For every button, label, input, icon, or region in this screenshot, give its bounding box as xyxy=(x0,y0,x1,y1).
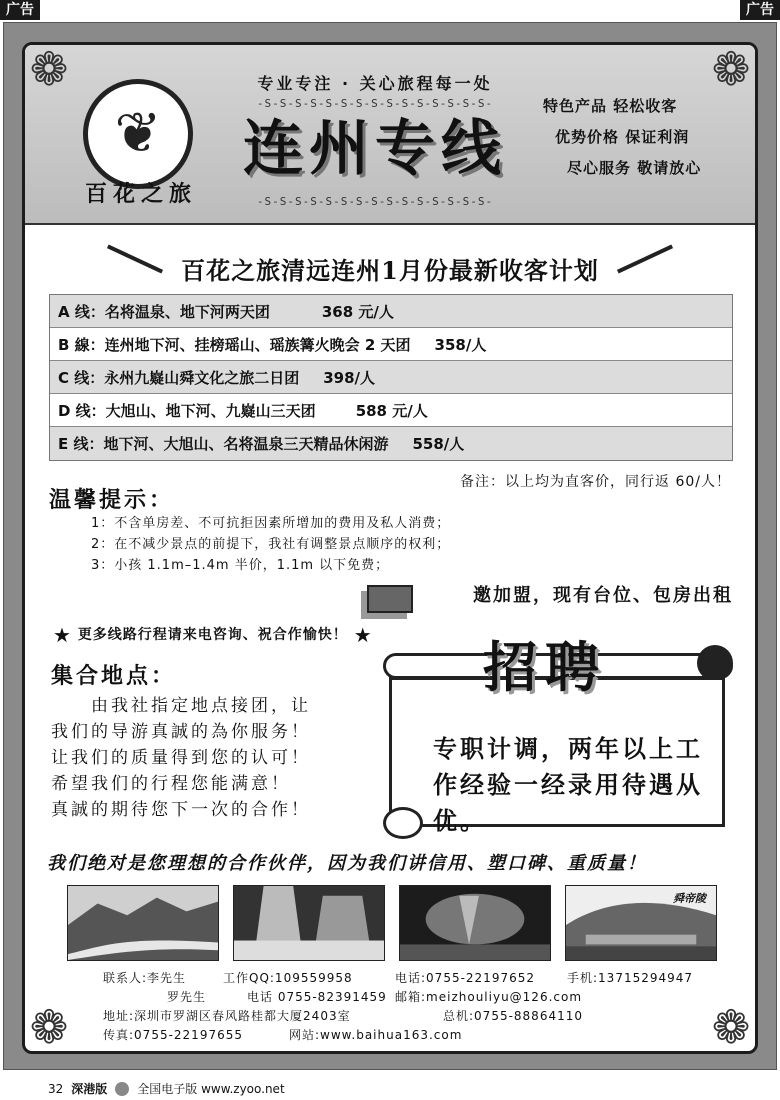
franchise-notice: 邀加盟，现有台位、包房出租 xyxy=(473,585,733,606)
contact-block xyxy=(103,969,743,1045)
contact-row xyxy=(103,1026,743,1045)
recruit-scroll xyxy=(383,625,733,835)
photo-strip xyxy=(67,885,717,961)
contact-switchboard: 总机:0755-88864110 xyxy=(443,1009,583,1023)
more-routes-banner xyxy=(53,623,373,647)
page-number: 32 xyxy=(48,1081,64,1096)
franchise-graphic xyxy=(367,585,413,613)
corner-ornament-icon: ❁ xyxy=(29,42,69,96)
cave-photo xyxy=(399,885,551,961)
wave-divider: -S-S-S-S-S-S-S-S-S-S-S-S-S-S-S- xyxy=(256,97,494,110)
feature-item: 尽心服务 敬请放心 xyxy=(567,159,702,177)
ad-label-left: 广告 xyxy=(0,0,40,20)
tip-item: 1：不含单房差、不可抗拒因素所增加的费用及私人消费； xyxy=(91,516,451,531)
contact-row xyxy=(103,988,743,1007)
ad-label-right: 广告 xyxy=(740,0,780,20)
recruit-title: 招聘 xyxy=(483,635,607,699)
meeting-line: 由我社指定地点接团，让 xyxy=(91,696,311,716)
more-routes-text: 更多线路行程请来电咨询、祝合作愉快！ xyxy=(77,627,348,643)
route-price: 558/人 xyxy=(412,435,465,453)
partner-slogan: 我们绝对是您理想的合作伙伴，因为我们讲信用、塑口碑、重质量！ xyxy=(47,853,647,874)
mausoleum-photo xyxy=(565,885,717,961)
brand-logo xyxy=(83,79,193,189)
route-table xyxy=(49,294,733,461)
feature-item: 优势价格 保证利润 xyxy=(555,128,690,146)
wave-divider: -S-S-S-S-S-S-S-S-S-S-S-S-S-S-S- xyxy=(256,195,494,208)
contact-row xyxy=(103,969,743,988)
contact-phone: 电话 0755-82391459 xyxy=(247,990,387,1004)
meeting-line: 我们的导游真誠的為你服务！ xyxy=(51,722,311,742)
scroll-roll-bottom xyxy=(383,807,423,839)
route-row xyxy=(50,295,732,328)
edition-label: 深港版 xyxy=(71,1082,108,1096)
route-name: B 線：连州地下河、挂榜瑶山、瑶族篝火晚会 2 天团 xyxy=(58,335,411,354)
feature-list xyxy=(543,95,743,188)
meeting-line: 让我们的质量得到您的认可！ xyxy=(51,748,311,768)
contact-website: 网站:www.baihua163.com xyxy=(289,1028,463,1042)
route-price: 398/人 xyxy=(323,368,376,387)
contact-fax: 传真:0755-22197655 xyxy=(103,1028,243,1042)
contact-qq: 工作QQ:109559958 xyxy=(223,971,353,985)
route-name: A 线：名将温泉、地下河两天团 xyxy=(58,302,270,321)
slogan: 专业专注 · 关心旅程每一处 xyxy=(257,74,493,93)
plan-title: 百花之旅清远连州1月份最新收客计划 xyxy=(181,256,599,285)
meeting-line: 希望我们的行程您能满意！ xyxy=(51,774,291,794)
star-icon: ★ xyxy=(53,623,72,647)
contact-person: 罗先生 xyxy=(167,990,207,1004)
meeting-text xyxy=(51,693,371,823)
route-price: 358/人 xyxy=(434,335,487,354)
route-row xyxy=(50,361,732,394)
feature-item: 特色产品 轻松收客 xyxy=(543,97,678,115)
tips-title: 温馨提示： xyxy=(49,488,175,513)
route-name: D 线：大旭山、地下河、九嶷山三天团 xyxy=(58,401,316,420)
scroll-curl-icon xyxy=(697,645,733,681)
tips-list xyxy=(91,513,611,576)
waterfall-photo xyxy=(233,885,385,961)
corner-ornament-icon: ❁ xyxy=(711,1000,751,1054)
river-valley-photo xyxy=(67,885,219,961)
brand-title: 连州专线 xyxy=(243,114,507,184)
photo-caption: 舜帝陵 xyxy=(673,892,706,905)
route-row xyxy=(50,328,732,361)
meeting-title: 集合地点： xyxy=(51,664,177,689)
route-name: C 线：永州九嶷山舜文化之旅二日团 xyxy=(58,368,300,387)
contact-phone: 电话:0755-22197652 xyxy=(395,971,535,985)
tip-item: 3：小孩 1.1m–1.4m 半价，1.1m 以下免费； xyxy=(91,558,390,573)
recruit-body: 专职计调，两年以上工作经验一经录用待遇从优。 xyxy=(433,735,703,835)
contact-person: 联系人:李先生 xyxy=(103,971,187,985)
route-row xyxy=(50,427,732,460)
advert-panel xyxy=(22,42,758,1054)
contact-address: 地址:深圳市罗湖区春风路桂都大厦2403室 xyxy=(103,1009,351,1023)
route-price: 368 元/人 xyxy=(321,302,394,321)
meeting-line: 真誠的期待您下一次的合作！ xyxy=(51,800,311,820)
header-banner xyxy=(25,45,755,225)
page-footer xyxy=(48,1080,285,1097)
route-name: E 线：地下河、大旭山、名将温泉三天精品休闲游 xyxy=(58,435,389,453)
contact-email: 邮箱:meizhouliyu@126.com xyxy=(395,990,583,1004)
contact-row xyxy=(103,1007,743,1026)
leaf-icon: ❦ xyxy=(114,101,162,166)
route-row xyxy=(50,394,732,427)
corner-ornament-icon: ❁ xyxy=(711,42,751,96)
contact-mobile: 手机:13715294947 xyxy=(567,971,694,985)
corner-ornament-icon: ❁ xyxy=(29,1000,69,1054)
star-icon: ★ xyxy=(353,623,373,647)
price-note: 备注：以上均为直客价，同行返 60/人！ xyxy=(460,474,731,490)
tip-item: 2：在不减少景点的前提下，我社有调整景点顺序的权利； xyxy=(91,537,451,552)
route-price: 588 元/人 xyxy=(355,401,428,420)
logo-name: 百花之旅 xyxy=(84,181,197,207)
edition-logo-icon xyxy=(115,1082,129,1096)
site-link[interactable]: 全国电子版 www.zyoo.net xyxy=(137,1082,285,1096)
